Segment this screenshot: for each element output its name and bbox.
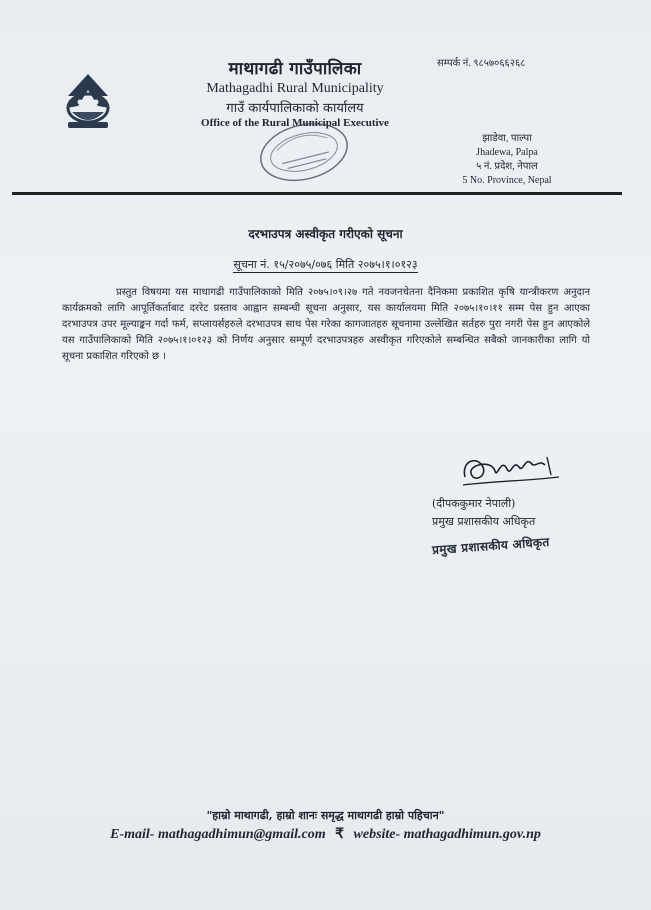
municipality-name-en: Mathagadhi Rural Municipality (206, 81, 384, 96)
signatory-name: (दीपककुमार नेपाली) (432, 497, 516, 510)
notice-reference-text: सूचना नं. १५/२०७५/०७६ मिति २०७५।१।०१२३ (233, 258, 418, 271)
office-address (442, 132, 572, 188)
signatory-block (432, 495, 550, 556)
address-np: झाडेवा, पाल्पा (482, 133, 532, 144)
designation-stamp: प्रमुख प्रशासकीय अधिकृत (431, 534, 550, 558)
municipality-name-np: माथागढी गाउँपालिका (228, 59, 362, 79)
letterhead-title-block (180, 56, 410, 129)
footer-contact (0, 826, 651, 843)
contact-number: सम्पर्क नं. ९८५७०६६२६८ (437, 58, 526, 69)
province-en: 5 No. Province, Nepal (462, 175, 552, 186)
signatory-designation: प्रमुख प्रशासकीय अधिकृत (432, 515, 536, 528)
notice-reference (0, 257, 651, 272)
notice-title: दरभाउपत्र अस्वीकृत गरीएको सूचना (248, 227, 403, 241)
footer-separator: ₹ (335, 827, 345, 842)
office-name-np: गाउँ कार्यपालिकाको कार्यालय (226, 101, 364, 116)
signature (455, 447, 565, 497)
notice-body: प्रस्तुत विषयमा यस माथागढी गाउँपालिकाको मिति २०७५।०९।२७ गते नवजनचेतना दैनिकमा प्रकाशित कृषि यान्त्रीकरण अनुदान कार्यक्रमको लागि आपूर्तिकर्ताबाट दररेट प्रस्ताव आह्वान सम्बन्धी सूचना अनुसार, यस कार्यालयमा मिति २०७५।१०।११ सम्म पेस हुन आएका दरभाउपत्र उपर मूल्याङ्कन गर्दा फर्म, सप्लायर्सहरुले दरभाउपत्र साथ पेस गरेका कागजातहरु सूचनामा उल्लेखित सर्तहरु पुरा नगरी पेस हुन आएकोले यस गाउँपालिकाको मिति २०७५।१।०१२३ को निर्णय अनुसार सम्पूर्ण दरभाउपत्रहरु अस्वीकृत गरिएकोले सम्बन्धित सबैको जानकारीका लागि यो सूचना प्रकाशित गरिएको छ । (62, 287, 590, 362)
office-name-en: Office of the Rural Municipal Executive (201, 117, 389, 129)
nepal-emblem-icon (58, 68, 118, 136)
header-divider (12, 192, 622, 195)
address-en: Jhadewa, Palpa (476, 147, 538, 158)
footer-motto: "हाम्रो माथागढी, हाम्रो शानः समृद्ध माथागढी हाम्रो पहिचान" (206, 809, 445, 822)
footer-website: website- mathagadhimun.gov.np (353, 827, 541, 842)
footer-email: E-mail- mathagadhimun@gmail.com (110, 827, 326, 842)
province-np: ५ नं. प्रदेश, नेपाल (476, 161, 538, 172)
